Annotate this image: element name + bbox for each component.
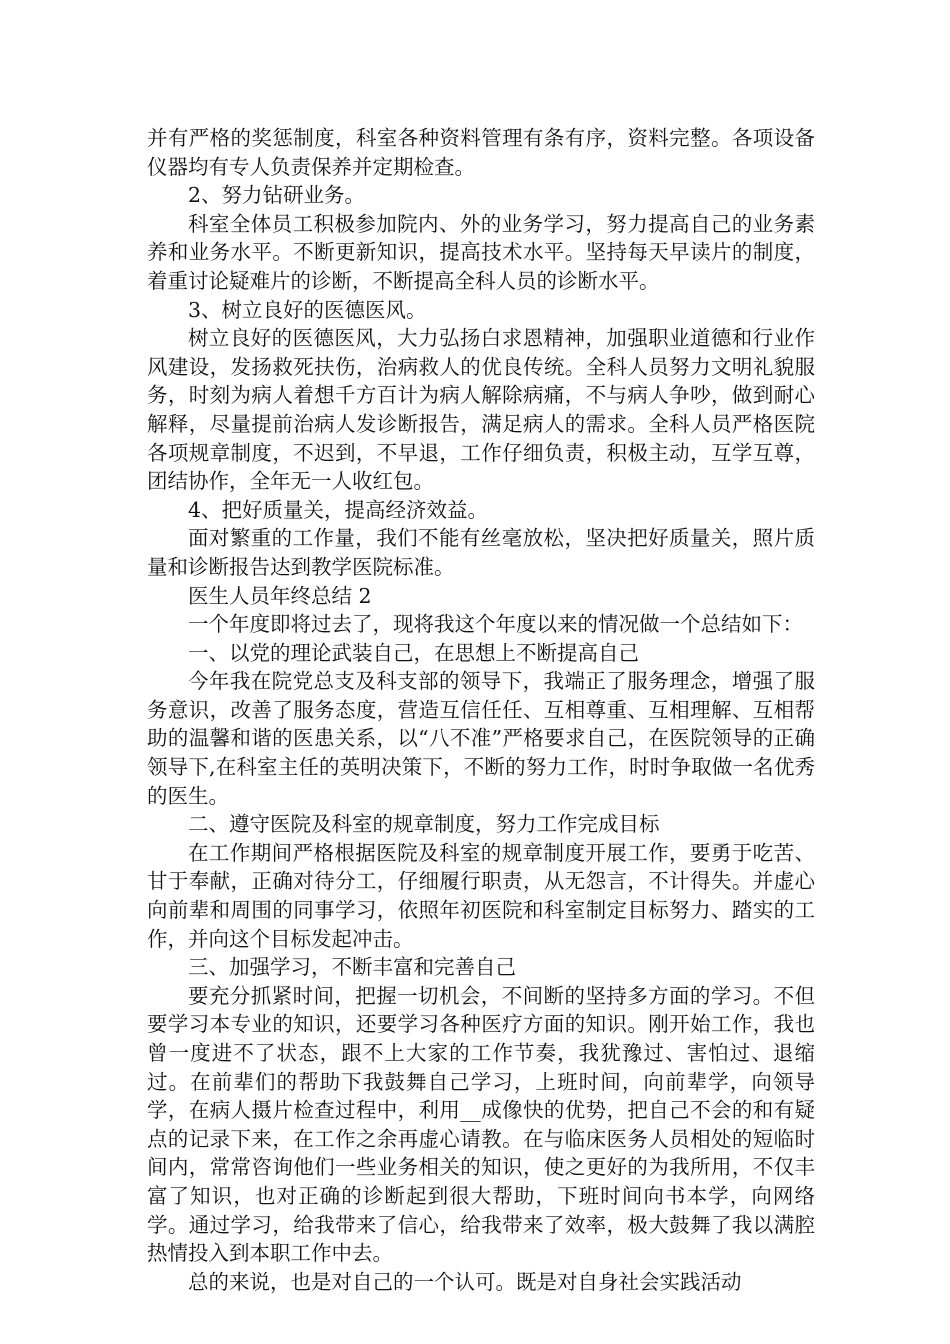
paragraph: 要充分抓紧时间，把握一切机会，不间断的坚持多方面的学习。不但要学习本专业的知识，还要学习各种医疗方面的知识。刚开始工作，我也曾一度进不了状态，跟不上大家的工作节奏，我犹豫过、害怕过、退缩过。在前辈们的帮助下我鼓舞自己学习，上班时间，向前辈学，向领导学，在病人摄片检查过程中，利用__成像快的优势，把自己不会的和有疑点的记录下来，在工作之余再虚心请教。在与临床医务人员相处的短临时间内，常常咨询他们一些业务相关的知识，使之更好的为我所用，不仅丰富了知识，也对正确的诊断起到很大帮助，下班时间向书本学，向网络学。通过学习，给我带来了信心，给我带来了效率，极大鼓舞了我以满腔热情投入到本职工作中去。 <box>147 983 815 1266</box>
paragraph: 面对繁重的工作量，我们不能有丝毫放松，坚决把好质量关，照片质量和诊断报告达到教学医院标准。 <box>147 526 815 579</box>
paragraph: 总的来说，也是对自己的一个认可。既是对自身社会实践活动 <box>188 1269 742 1294</box>
document-title: 医生人员年终总结 2 <box>188 583 372 608</box>
section-heading: 一、以党的理论武装自己，在思想上不断提高自己 <box>188 640 639 665</box>
document-body <box>147 124 815 1296</box>
section-heading: 4、把好质量关，提高经济效益。 <box>188 497 489 522</box>
paragraph: 今年我在院党总支及科支部的领导下，我端正了服务理念，增强了服务意识，改善了服务态度，营造互信任任、互相尊重、互相理解、互相帮助的温馨和谐的医患关系，以“八不准”严格要求自己，在医院领导的正确领导下,在科室主任的英明决策下，不断的努力工作，时时争取做一名优秀的医生。 <box>147 669 815 808</box>
section-heading: 3、树立良好的医德医风。 <box>188 297 427 322</box>
section-heading: 三、加强学习，不断丰富和完善自己 <box>188 955 516 980</box>
paragraph: 树立良好的医德医风，大力弘扬白求恩精神，加强职业道德和行业作风建设，发扬救死扶伤，治病救人的优良传统。全科人员努力文明礼貌服务，时刻为病人着想千方百计为病人解除病痛，不与病人争吵，做到耐心解释，尽量提前治病人发诊断报告，满足病人的需求。全科人员严格医院各项规章制度，不迟到，不早退，工作仔细负责，积极主动，互学互尊，团结协作，全年无一人收红包。 <box>147 326 815 494</box>
paragraph: 在工作期间严格根据医院及科室的规章制度开展工作，要勇于吃苦、甘于奉献，正确对待分工，仔细履行职责，从无怨言，不计得失。并虚心向前辈和周围的同事学习，依照年初医院和科室制定目标努力、踏实的工作，并向这个目标发起冲击。 <box>147 840 815 951</box>
paragraph: 一个年度即将过去了，现将我这个年度以来的情况做一个总结如下： <box>188 612 803 637</box>
paragraph: 科室全体员工积极参加院内、外的业务学习，努力提高自己的业务素养和业务水平。不断更新知识，提高技术水平。坚持每天早读片的制度，着重讨论疑难片的诊断，不断提高全科人员的诊断水平。 <box>147 211 815 293</box>
section-heading: 2、努力钻研业务。 <box>188 183 366 208</box>
section-heading: 二、遵守医院及科室的规章制度，努力工作完成目标 <box>188 812 660 837</box>
paragraph: 并有严格的奖惩制度，科室各种资料管理有条有序，资料完整。各项设备仪器均有专人负责保养并定期检查。 <box>147 126 815 179</box>
